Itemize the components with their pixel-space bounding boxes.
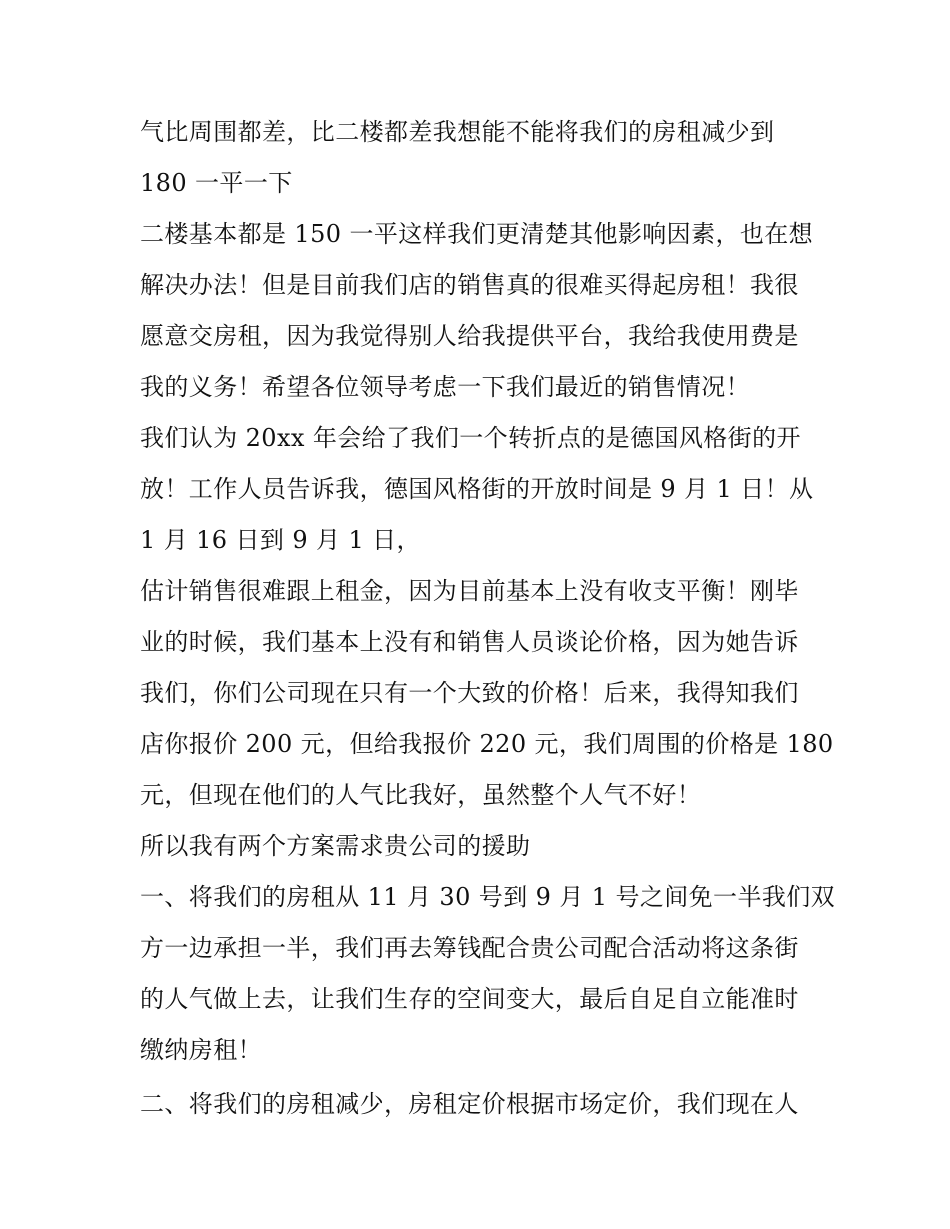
text-line: 所以我有两个方案需求贵公司的援助 xyxy=(140,832,531,860)
text-line: 放！工作人员告诉我，德国风格街的开放时间是 9 月 1 日！从 xyxy=(140,475,814,503)
text-line: 我们认为 20xx 年会给了我们一个转折点的是德国风格街的开 xyxy=(140,424,801,452)
text-line: 一、将我们的房租从 11 月 30 号到 9 月 1 号之间免一半我们双 xyxy=(140,883,836,911)
text-line: 的人气做上去，让我们生存的空间变大，最后自足自立能准时 xyxy=(140,985,799,1013)
text-line: 业的时候，我们基本上没有和销售人员谈论价格，因为她告诉 xyxy=(140,628,799,656)
document-body xyxy=(140,107,836,1130)
text-line: 店你报价 200 元，但给我报价 220 元，我们周围的价格是 180 xyxy=(140,730,834,758)
text-line: 我们，你们公司现在只有一个大致的价格！后来，我得知我们 xyxy=(140,679,799,707)
text-line: 二楼基本都是 150 一平这样我们更清楚其他影响因素，也在想 xyxy=(140,220,814,248)
text-line: 我的义务！希望各位领导考虑一下我们最近的销售情况！ xyxy=(140,373,750,401)
text-line: 解决办法！但是目前我们店的销售真的很难买得起房租！我很 xyxy=(140,271,799,299)
text-line: 缴纳房租！ xyxy=(140,1036,262,1064)
text-line: 元，但现在他们的人气比我好，虽然整个人气不好！ xyxy=(140,781,702,809)
text-line: 方一边承担一半，我们再去筹钱配合贵公司配合活动将这条街 xyxy=(140,934,799,962)
text-line: 180 一平一下 xyxy=(140,169,293,197)
text-line: 1 月 16 日到 9 月 1 日， xyxy=(140,526,421,554)
text-line: 愿意交房租，因为我觉得别人给我提供平台，我给我使用费是 xyxy=(140,322,799,350)
text-line: 气比周围都差，比二楼都差我想能不能将我们的房租减少到 xyxy=(140,118,775,146)
text-line: 二、将我们的房租减少，房租定价根据市场定价，我们现在人 xyxy=(140,1090,799,1118)
text-line: 估计销售很难跟上租金，因为目前基本上没有收支平衡！刚毕 xyxy=(140,577,799,605)
